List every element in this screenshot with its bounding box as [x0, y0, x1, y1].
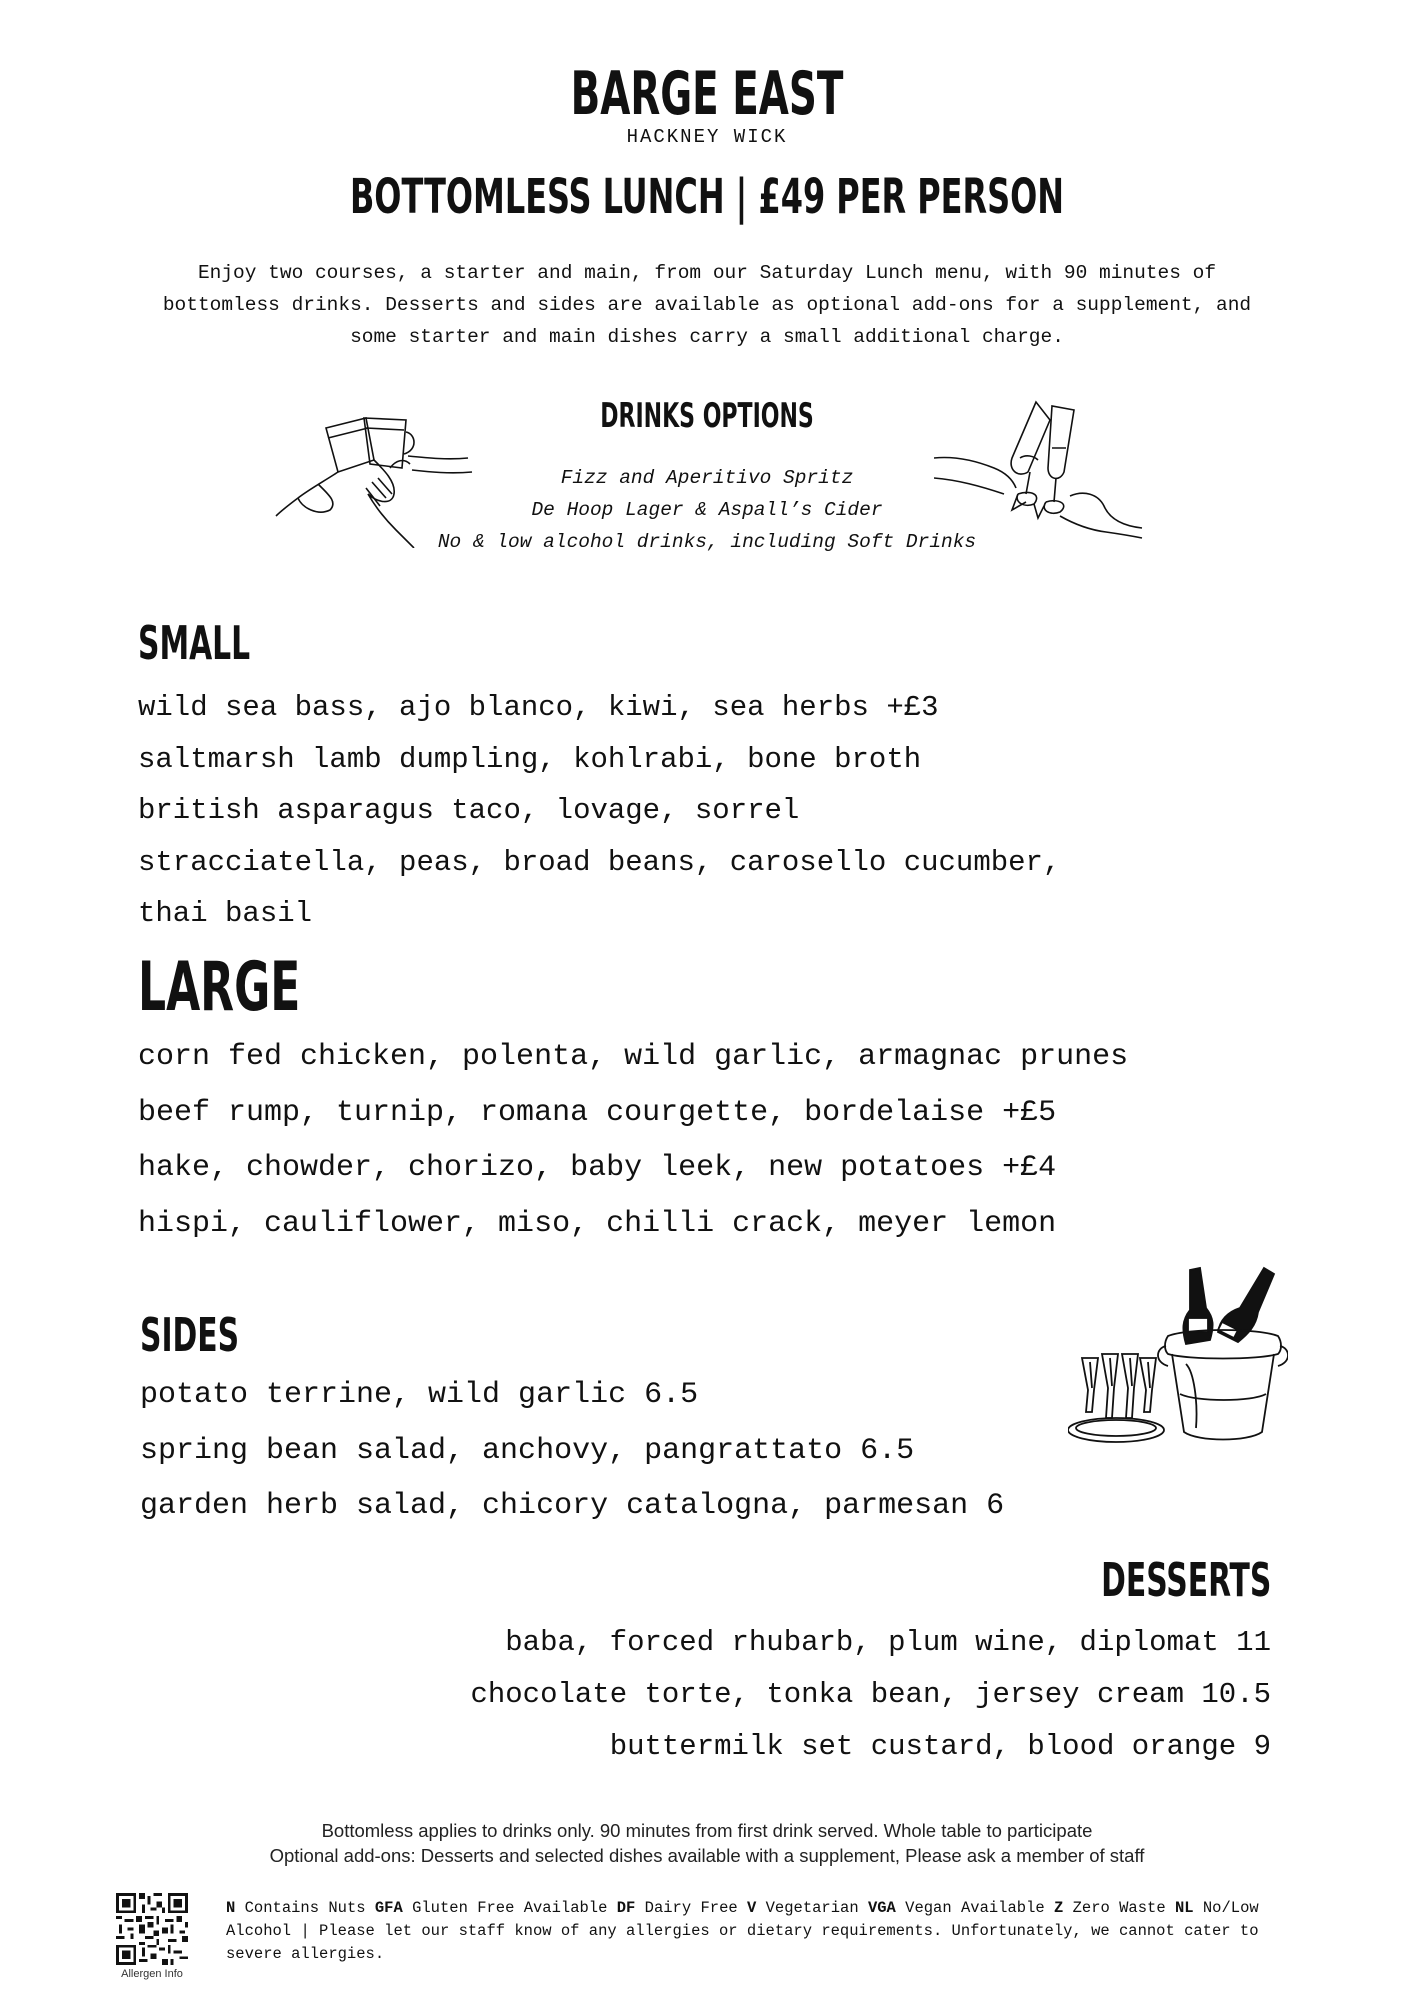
allergen-qr-code[interactable] [116, 1893, 188, 1965]
allergen-notice: | Please let our staff know of any allergies or dietary requirements. Unfortunately, we cannot cater to severe allergies. [226, 1922, 1259, 1963]
small-section-title: SMALL [138, 616, 251, 670]
allergen-code: DF [616, 1899, 636, 1917]
allergen-code: VGA [867, 1899, 896, 1917]
allergen-label: Vegan Available [905, 1899, 1045, 1917]
allergen-label: Contains Nuts [244, 1899, 366, 1917]
menu-item: buttermilk set custard, blood orange 9 [609, 1730, 1271, 1763]
allergen-label: Gluten Free Available [412, 1899, 608, 1917]
small-items-list [138, 682, 1060, 940]
menu-item: chocolate torte, tonka bean, jersey cream 10.5 [470, 1678, 1271, 1711]
menu-item: beef rump, turnip, romana courgette, bordelaise +£5 [138, 1095, 1057, 1130]
menu-item: saltmarsh lamb dumpling, kohlrabi, bone broth [138, 742, 922, 776]
drink-option: De Hoop Lager & Aspall’s Cider [531, 499, 883, 521]
allergen-label: Zero Waste [1072, 1899, 1166, 1917]
footer-note: Optional add-ons: Desserts and selected dishes available with a supplement, Please ask a member of staff [269, 1845, 1145, 1866]
menu-item: hake, chowder, chorizo, baby leek, new potatoes +£4 [138, 1151, 1057, 1185]
menu-item: baba, forced rhubarb, plum wine, diplomat 11 [505, 1626, 1271, 1659]
intro-paragraph: Enjoy two courses, a starter and main, from our Saturday Lunch menu, with 90 minutes of bottomless drinks. Desserts and sides are available as optional add-ons for a supplement, and some starter and main dishes carry a small additional charge. [162, 262, 1252, 348]
drink-option: No & low alcohol drinks, including Soft Drinks [437, 531, 977, 553]
allergen-code: V [746, 1899, 757, 1917]
allergen-code: N [226, 1899, 236, 1917]
brand-title: BARGE EAST [570, 59, 844, 129]
menu-item: garden herb salad, chicory catalogna, parmesan 6 [140, 1489, 1005, 1523]
footer-notes [0, 1818, 1414, 1868]
offer-heading: BOTTOMLESS LUNCH | £49 PER PERSON [349, 169, 1065, 225]
drinks-options-list [0, 462, 1414, 558]
sides-section-title: SIDES [140, 1308, 240, 1362]
desserts-section-title: DESSERTS [1100, 1553, 1271, 1607]
allergen-label: Dairy Free [644, 1899, 738, 1917]
allergen-key [226, 1897, 1286, 1966]
desserts-items-list [470, 1617, 1271, 1773]
allergen-code: NL [1174, 1899, 1194, 1917]
menu-item: spring bean salad, anchovy, pangrattato 6.5 [140, 1433, 915, 1468]
champagne-bucket-illustration [1068, 1262, 1288, 1462]
large-items-list [138, 1030, 1128, 1252]
menu-item: wild sea bass, ajo blanco, kiwi, sea herbs +£3 [138, 691, 939, 724]
menu-item: stracciatella, peas, broad beans, carosello cucumber, [138, 845, 1061, 879]
allergen-label: Vegetarian [765, 1899, 859, 1917]
allergen-label: No/Low Alcohol [226, 1899, 1259, 1940]
footer-note: Bottomless applies to drinks only. 90 minutes from first drink served. Whole table to participate [321, 1820, 1093, 1841]
drinks-options-title: DRINKS OPTIONS [600, 396, 814, 436]
menu-item: thai basil [138, 897, 313, 930]
drink-option: Fizz and Aperitivo Spritz [560, 467, 854, 489]
menu-item: hispi, cauliflower, miso, chilli crack, meyer lemon [138, 1206, 1057, 1241]
menu-item: british asparagus taco, lovage, sorrel [138, 794, 800, 827]
allergen-code: GFA [374, 1899, 403, 1917]
sides-items-list [140, 1368, 1004, 1535]
menu-item: corn fed chicken, polenta, wild garlic, armagnac prunes [138, 1040, 1129, 1074]
menu-item: potato terrine, wild garlic 6.5 [140, 1378, 699, 1412]
large-section-title: LARGE [138, 948, 301, 1027]
qr-code-label: Allergen Info [121, 1968, 183, 1980]
toasting-champagne-flutes-illustration [934, 398, 1144, 548]
location-subtitle: HACKNEY WICK [626, 126, 788, 148]
allergen-code: Z [1054, 1899, 1064, 1917]
